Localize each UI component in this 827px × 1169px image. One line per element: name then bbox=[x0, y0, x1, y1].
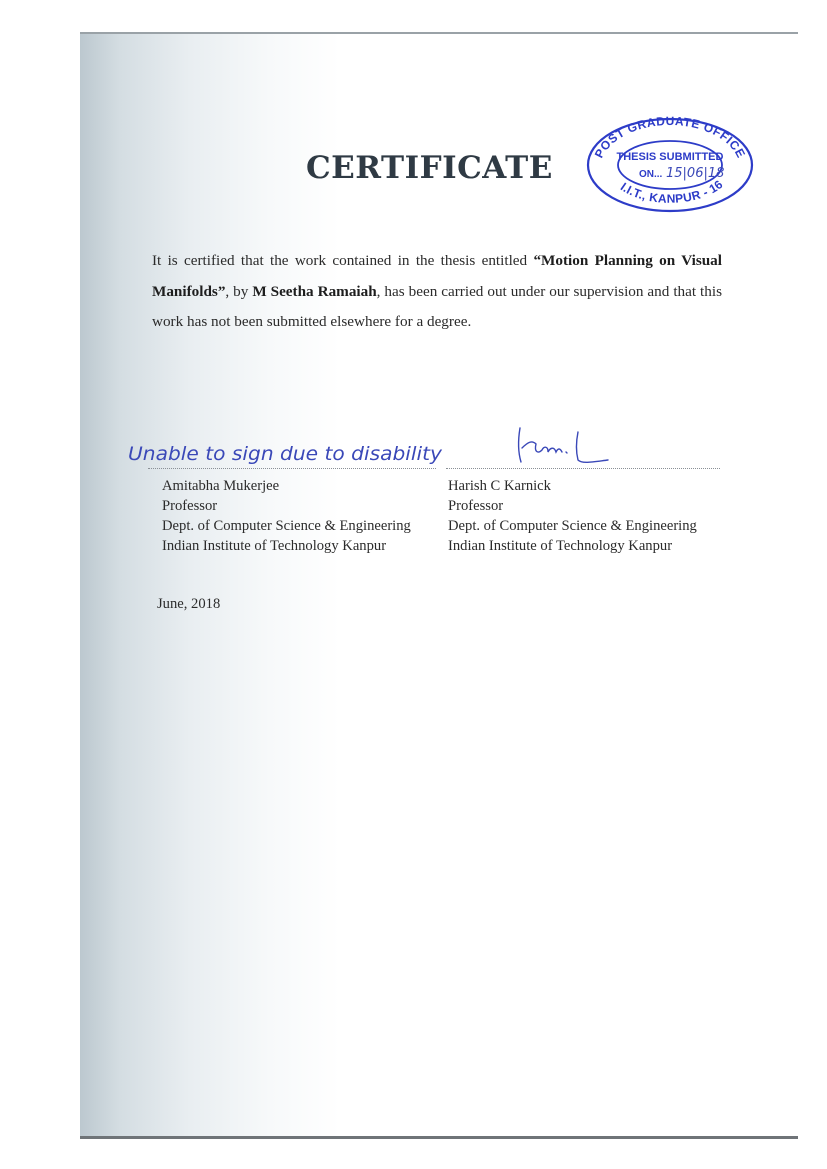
stamp-bottom-arc: I.I.T., KANPUR - 16 bbox=[617, 177, 726, 206]
signatory-department: Dept. of Computer Science & Engineering bbox=[448, 518, 697, 534]
stamp-graphic bbox=[584, 115, 756, 215]
page-title: CERTIFICATE bbox=[306, 150, 553, 186]
stamp-date-prefix: ON... bbox=[639, 169, 663, 180]
page-bottom-edge bbox=[80, 1136, 798, 1139]
signature-karnick bbox=[512, 422, 612, 470]
signature-line-left bbox=[148, 468, 436, 469]
signature-line-right bbox=[446, 468, 720, 469]
signatory-karnick bbox=[448, 476, 697, 556]
signatory-designation: Professor bbox=[448, 498, 504, 514]
handwritten-note-text: Unable to sign due to disability bbox=[128, 443, 443, 465]
statement-by: , by bbox=[225, 282, 253, 300]
signatory-name: Amitabha Mukerjee bbox=[162, 478, 280, 494]
signatory-name: Harish C Karnick bbox=[448, 478, 551, 494]
stamp-inner-line: THESIS SUBMITTED bbox=[616, 151, 724, 163]
signatory-department: Dept. of Computer Science & Engineering bbox=[162, 518, 411, 534]
handwritten-note bbox=[126, 436, 446, 472]
signatory-designation: Professor bbox=[162, 498, 218, 514]
scan-margin bbox=[0, 0, 80, 1169]
thesis-title: “Motion Planning on Visual Manifolds” bbox=[152, 252, 722, 300]
signatory-mukerjee bbox=[162, 476, 411, 556]
certification-statement bbox=[152, 246, 722, 338]
certificate-date: June, 2018 bbox=[157, 596, 221, 612]
author-name: M Seetha Ramaiah bbox=[252, 282, 377, 300]
post-graduate-office-stamp bbox=[584, 115, 756, 215]
statement-intro: It is certified that the work contained in the thesis entitled bbox=[152, 252, 534, 269]
signatory-institute: Indian Institute of Technology Kanpur bbox=[448, 538, 673, 554]
page-top-edge bbox=[80, 32, 798, 34]
statement-rest: , has been carried out under our supervision and that this work has not been submitted elsewhere for a degree. bbox=[152, 282, 722, 330]
signatory-institute: Indian Institute of Technology Kanpur bbox=[162, 538, 387, 554]
stamp-top-arc: POST GRADUATE OFFICE bbox=[591, 115, 749, 161]
stamp-handwritten-date: 15|06|18 bbox=[666, 166, 725, 181]
